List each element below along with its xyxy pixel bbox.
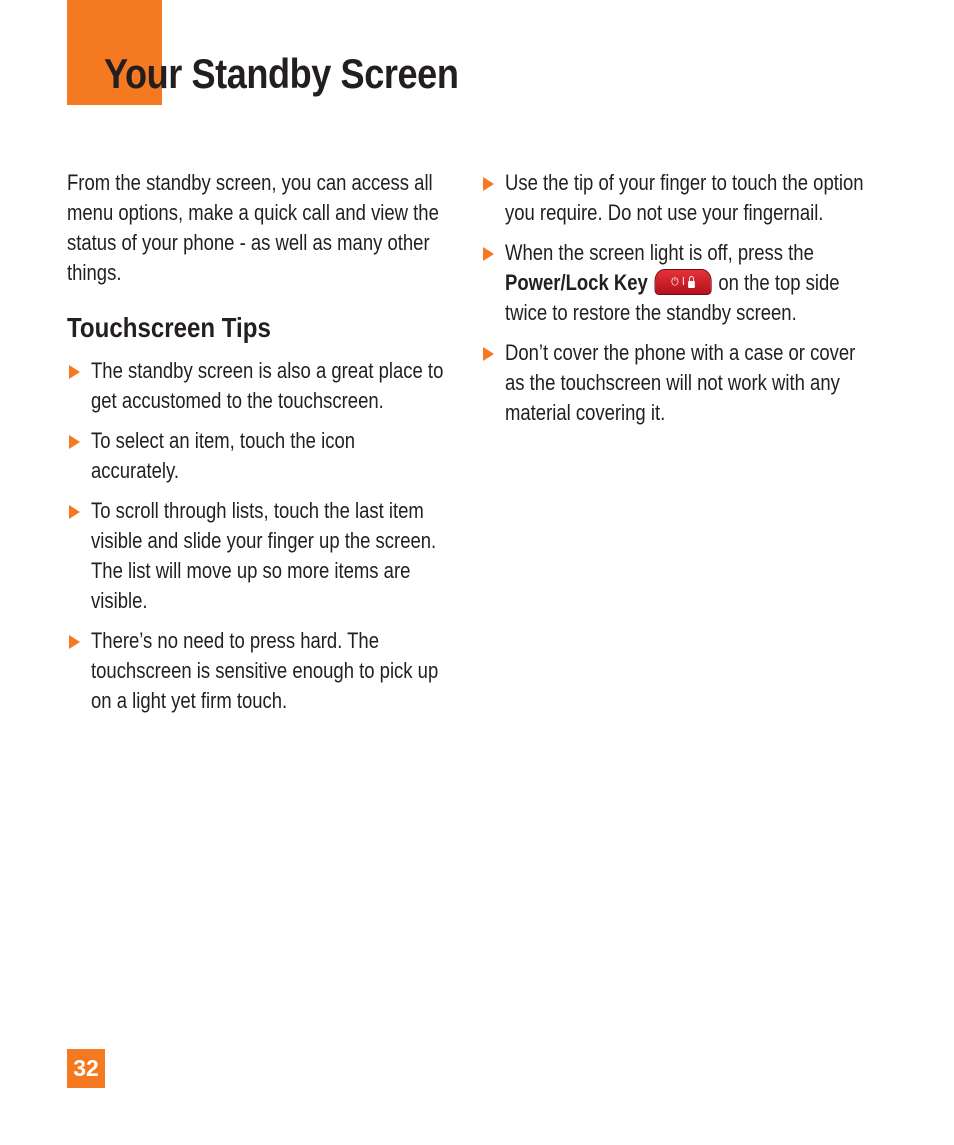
page-title: Your Standby Screen [104, 50, 459, 97]
tip-text [505, 238, 871, 328]
lock-icon [688, 281, 695, 288]
bullet-arrow-icon [483, 177, 494, 191]
left-column [67, 168, 447, 726]
tip-text: Use the tip of your finger to touch the option you require. Do not use your fingernail. [505, 170, 864, 225]
list-item [481, 168, 871, 228]
power-lock-key-icon [654, 269, 711, 295]
list-item [67, 496, 447, 616]
tip-text: The standby screen is also a great place to get accustomed to the touchscreen. [91, 358, 444, 413]
tip-text: To scroll through lists, touch the last item visible and slide your finger up the screen. The list will move up so more items are visible. [91, 498, 437, 613]
tip-text-before-key: When the screen light is off, press the [505, 240, 814, 265]
page-number: 32 [67, 1049, 105, 1088]
list-item [481, 238, 871, 328]
list-item [67, 356, 447, 416]
list-item [481, 338, 871, 428]
touchscreen-tips-list [67, 356, 447, 716]
bullet-arrow-icon [69, 635, 80, 649]
bullet-arrow-icon [69, 505, 80, 519]
bullet-arrow-icon [483, 347, 494, 361]
section-heading: Touchscreen Tips [67, 312, 271, 343]
power-symbol-icon: ⏻ [671, 275, 679, 289]
right-column [481, 168, 871, 438]
bullet-arrow-icon [483, 247, 494, 261]
bullet-arrow-icon [69, 435, 80, 449]
tip-text: Don’t cover the phone with a case or cover as the touchscreen will not work with any material covering it. [505, 340, 856, 425]
tip-text: There’s no need to press hard. The touchscreen is sensitive enough to pick up on a light yet firm touch. [91, 628, 439, 713]
tip-text-after-key: on the top side twice to restore the standby screen. [505, 270, 840, 325]
bullet-arrow-icon [69, 365, 80, 379]
tip-text: To select an item, touch the icon accurately. [91, 428, 356, 483]
separator-icon: I [681, 275, 685, 289]
touchscreen-tips-list-continued [481, 168, 871, 428]
power-lock-key-label: Power/Lock Key [505, 270, 648, 295]
intro-paragraph: From the standby screen, you can access all menu options, make a quick call and view the status of your phone - as well as many other things. [67, 170, 439, 285]
list-item [67, 626, 447, 716]
list-item [67, 426, 447, 486]
